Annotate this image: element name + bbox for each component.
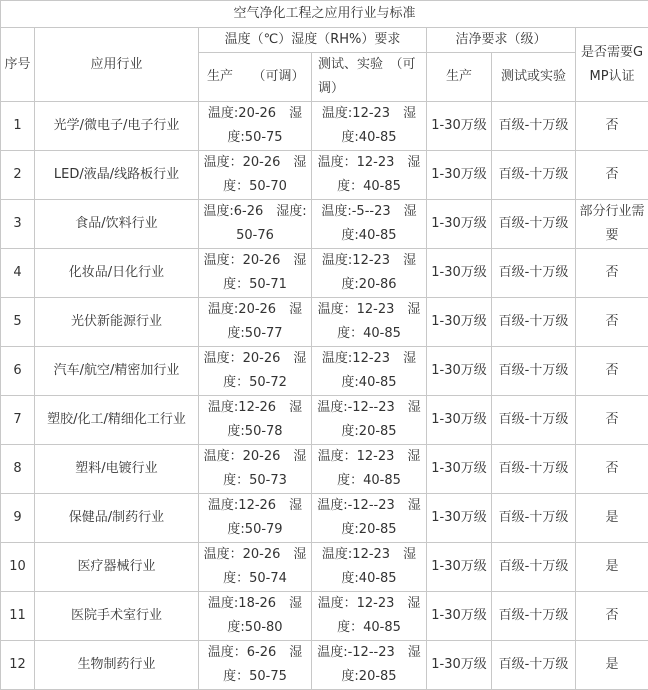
cell-industry: 塑胶/化工/精细化工行业	[35, 396, 199, 445]
cell-index: 2	[1, 151, 35, 200]
cell-gmp: 部分行业需要	[576, 200, 648, 249]
cell-index: 9	[1, 494, 35, 543]
cell-clean-testing: 百级-十万级	[492, 592, 576, 641]
cell-industry: 医疗器械行业	[35, 543, 199, 592]
cell-gmp: 否	[576, 445, 648, 494]
table-row	[1, 249, 648, 298]
cell-clean-testing: 百级-十万级	[492, 102, 576, 151]
cell-production: 温度:12-26 湿度:50-78	[199, 396, 312, 445]
cell-testing: 温度：12-23 湿度：40-85	[312, 592, 427, 641]
cell-production: 温度:18-26 湿度:50-80	[199, 592, 312, 641]
table-row	[1, 641, 648, 690]
cell-gmp: 否	[576, 396, 648, 445]
cell-clean-production: 1-30万级	[427, 396, 492, 445]
header-gmp: 是否需要GMP认证	[576, 28, 648, 102]
table-row	[1, 445, 648, 494]
cell-clean-testing: 百级-十万级	[492, 151, 576, 200]
cell-production: 温度：20-26 湿度：50-72	[199, 347, 312, 396]
cell-clean-production: 1-30万级	[427, 200, 492, 249]
cell-gmp: 否	[576, 249, 648, 298]
table-row	[1, 298, 648, 347]
cell-testing: 温度：12-23 湿度：40-85	[312, 298, 427, 347]
cell-clean-testing: 百级-十万级	[492, 347, 576, 396]
cell-index: 1	[1, 102, 35, 151]
table-row	[1, 494, 648, 543]
header-production: 生产 （可调）	[199, 53, 312, 102]
cell-clean-production: 1-30万级	[427, 347, 492, 396]
cell-index: 11	[1, 592, 35, 641]
cell-index: 6	[1, 347, 35, 396]
cell-testing: 温度:12-23 湿度:40-85	[312, 347, 427, 396]
cell-gmp: 是	[576, 641, 648, 690]
cell-clean-production: 1-30万级	[427, 298, 492, 347]
table-row	[1, 396, 648, 445]
cell-industry: 保健品/制药行业	[35, 494, 199, 543]
cell-industry: 光学/微电子/电子行业	[35, 102, 199, 151]
header-industry: 应用行业	[35, 28, 199, 102]
cell-gmp: 是	[576, 543, 648, 592]
table-title: 空气净化工程之应用行业与标准	[1, 1, 648, 28]
cell-production: 温度:20-26 湿度:50-77	[199, 298, 312, 347]
header-testing: 测试、实验 （可调）	[312, 53, 427, 102]
cell-index: 4	[1, 249, 35, 298]
cell-index: 3	[1, 200, 35, 249]
table-row	[1, 200, 648, 249]
header-cleanliness: 洁净要求（级）	[427, 28, 576, 53]
cell-testing: 温度:-12--23 湿度:20-85	[312, 494, 427, 543]
cell-clean-production: 1-30万级	[427, 151, 492, 200]
cell-production: 温度：20-26 湿度：50-70	[199, 151, 312, 200]
header-clean-testing: 测试或实验	[492, 53, 576, 102]
cell-gmp: 否	[576, 102, 648, 151]
cell-clean-testing: 百级-十万级	[492, 641, 576, 690]
table-row	[1, 151, 648, 200]
cell-clean-testing: 百级-十万级	[492, 298, 576, 347]
cell-clean-production: 1-30万级	[427, 641, 492, 690]
cell-clean-production: 1-30万级	[427, 543, 492, 592]
cell-index: 8	[1, 445, 35, 494]
cell-industry: 食品/饮料行业	[35, 200, 199, 249]
cell-production: 温度:20-26 湿度:50-75	[199, 102, 312, 151]
table-row	[1, 347, 648, 396]
cell-testing: 温度：12-23 湿度：40-85	[312, 151, 427, 200]
cell-gmp: 否	[576, 592, 648, 641]
table-row	[1, 592, 648, 641]
cell-industry: 化妆品/日化行业	[35, 249, 199, 298]
cell-industry: 医院手术室行业	[35, 592, 199, 641]
table-row	[1, 543, 648, 592]
header-index: 序号	[1, 28, 35, 102]
cell-gmp: 否	[576, 151, 648, 200]
cell-clean-testing: 百级-十万级	[492, 445, 576, 494]
cell-testing: 温度:12-23 湿度:20-86	[312, 249, 427, 298]
cell-industry: LED/液晶/线路板行业	[35, 151, 199, 200]
cell-clean-production: 1-30万级	[427, 592, 492, 641]
cell-clean-testing: 百级-十万级	[492, 396, 576, 445]
cell-production: 温度:12-26 湿度:50-79	[199, 494, 312, 543]
cell-clean-production: 1-30万级	[427, 249, 492, 298]
cell-production: 温度:6-26 湿度:50-76	[199, 200, 312, 249]
cell-clean-testing: 百级-十万级	[492, 249, 576, 298]
title-row	[1, 1, 648, 28]
cell-index: 7	[1, 396, 35, 445]
cell-production: 温度：20-26 湿度：50-71	[199, 249, 312, 298]
cell-clean-production: 1-30万级	[427, 102, 492, 151]
cell-industry: 塑料/电镀行业	[35, 445, 199, 494]
cell-testing: 温度:-12--23 湿度:20-85	[312, 396, 427, 445]
cell-industry: 生物制药行业	[35, 641, 199, 690]
cell-clean-production: 1-30万级	[427, 445, 492, 494]
cell-testing: 温度:12-23 湿度:40-85	[312, 543, 427, 592]
cell-gmp: 否	[576, 347, 648, 396]
cell-gmp: 是	[576, 494, 648, 543]
cell-clean-production: 1-30万级	[427, 494, 492, 543]
cell-testing: 温度:12-23 湿度:40-85	[312, 102, 427, 151]
cell-industry: 光伏新能源行业	[35, 298, 199, 347]
header-row-1	[1, 28, 648, 53]
cell-production: 温度：20-26 湿度：50-74	[199, 543, 312, 592]
header-temp-humidity: 温度（℃）湿度（RH%）要求	[199, 28, 427, 53]
cell-clean-testing: 百级-十万级	[492, 200, 576, 249]
cell-testing: 温度：12-23 湿度：40-85	[312, 445, 427, 494]
table-row	[1, 102, 648, 151]
cell-production: 温度：20-26 湿度：50-73	[199, 445, 312, 494]
header-clean-production: 生产	[427, 53, 492, 102]
cell-production: 温度：6-26 湿度：50-75	[199, 641, 312, 690]
cell-index: 10	[1, 543, 35, 592]
cell-clean-testing: 百级-十万级	[492, 494, 576, 543]
cell-gmp: 否	[576, 298, 648, 347]
cell-testing: 温度:-12--23 湿度:20-85	[312, 641, 427, 690]
cell-index: 12	[1, 641, 35, 690]
cell-testing: 温度:-5--23 湿度:40-85	[312, 200, 427, 249]
cell-industry: 汽车/航空/精密加行业	[35, 347, 199, 396]
cell-clean-testing: 百级-十万级	[492, 543, 576, 592]
cell-index: 5	[1, 298, 35, 347]
